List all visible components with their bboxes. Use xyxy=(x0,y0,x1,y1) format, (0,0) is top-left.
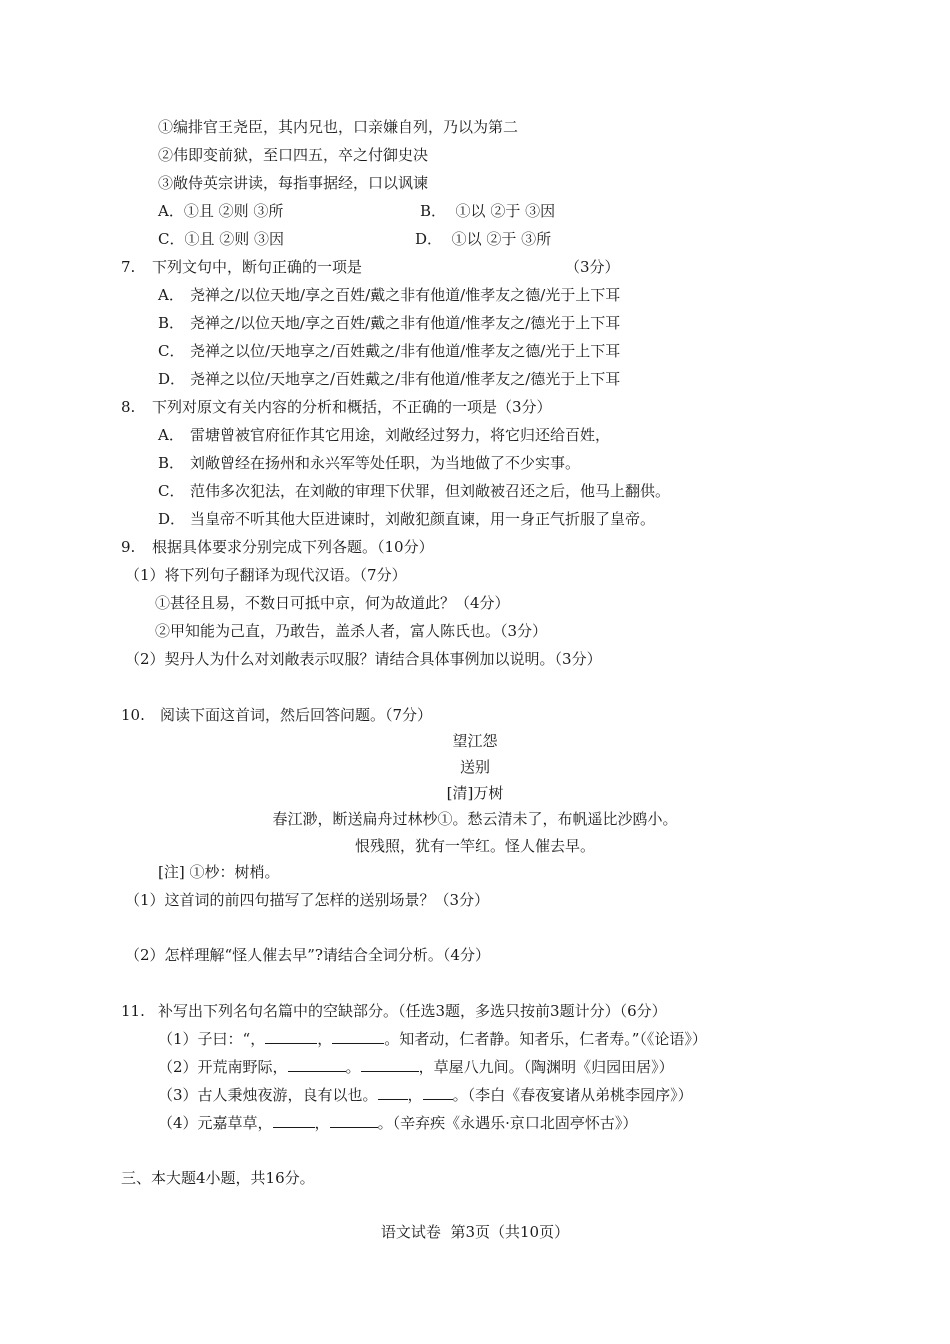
q11-item-2 xyxy=(158,1057,674,1077)
q9-stem: 根据具体要求分别完成下列各题。（10分） xyxy=(152,538,434,556)
q7-option-c-label: C． xyxy=(158,342,185,360)
q8-option-a: 雷塘曾被官府征作其它用途，刘敞经过努力，将它归还给百姓， xyxy=(190,426,611,444)
q8-option-d-label: D． xyxy=(158,510,186,528)
q11-item-3-suffix: 。（李白《春夜宴诸从弟桃李园序》） xyxy=(452,1086,693,1104)
q8-option-c: 范伟多次犯法，在刘敞的审理下伏罪，但刘敞被召还之后，他马上翻供。 xyxy=(190,482,671,500)
q11-item-2-prefix: （2）开荒南野际， xyxy=(158,1058,288,1076)
q7-stem: 下列文句中，断句正确的一项是 xyxy=(152,258,363,276)
q11-item-1-prefix: （1）子曰：“， xyxy=(158,1030,266,1048)
answer-blank[interactable] xyxy=(378,1085,408,1100)
q6-sentence-3: ③敞侍英宗讲读，每指事据经，口以讽谏 xyxy=(158,174,429,192)
q8-number: 8. xyxy=(121,398,136,416)
q9-part-2: （2）契丹人为什么对刘敞表示叹服？请结合具体事例加以说明。（3分） xyxy=(125,650,602,668)
q9-part-1-a: ①甚径且易，不数日可抵中京，何为故道此？（4分） xyxy=(155,594,510,612)
poem-author: [清]万树 xyxy=(446,784,504,802)
q9-number: 9. xyxy=(121,538,136,556)
q6-sentence-2: ②伟即变前狱，至口四五，卒之付御史决 xyxy=(158,146,429,164)
q11-item-4 xyxy=(158,1113,637,1133)
section-3-heading: 三、本大题4小题，共16分。 xyxy=(121,1169,315,1187)
q11-item-3-prefix: （3）古人秉烛夜游，良有以也。 xyxy=(158,1086,378,1104)
q10-stem: 阅读下面这首词，然后回答问题。（7分） xyxy=(160,706,433,724)
q11-item-4-suffix: 。（辛弃疾《永遇乐·京口北固亭怀古》） xyxy=(377,1114,638,1132)
answer-blank[interactable] xyxy=(265,1029,317,1044)
poem-line-1: 春江渺，断送扁舟过林杪①。愁云清未了，布帆遥比沙鸥小。 xyxy=(272,810,678,828)
q6-option-d: D． ①以 ②于 ③所 xyxy=(415,230,552,248)
q8-option-b-label: B． xyxy=(158,454,185,472)
q6-option-c: C．①且 ②则 ③因 xyxy=(158,230,285,248)
q11-item-1 xyxy=(158,1029,707,1049)
answer-blank[interactable] xyxy=(273,1113,315,1128)
poem-subtitle: 送别 xyxy=(459,758,490,776)
q11-item-1-sep: ， xyxy=(317,1030,333,1048)
q7-number: 7. xyxy=(121,258,136,276)
q10-part-1: （1）这首词的前四句描写了怎样的送别场景？（3分） xyxy=(125,891,490,909)
q8-option-c-label: C． xyxy=(158,482,185,500)
q7-option-a-label: A． xyxy=(158,286,184,304)
q10-number: 10. xyxy=(121,706,145,724)
q8-stem: 下列对原文有关内容的分析和概括，不正确的一项是（3分） xyxy=(152,398,552,416)
q8-option-a-label: A． xyxy=(158,426,184,444)
poem-title: 望江怨 xyxy=(452,732,498,750)
page-footer: 语文试卷 第3页（共10页） xyxy=(380,1223,570,1241)
q7-score: （3分） xyxy=(565,258,620,276)
q11-stem: 补写出下列名句名篇中的空缺部分。（任选3题，多选只按前3题计分）（6分） xyxy=(158,1002,667,1020)
q10-part-2: （2）怎样理解“怪人催去早”?请结合全词分析。（4分） xyxy=(125,946,490,964)
q11-item-4-prefix: （4）元嘉草草， xyxy=(158,1114,273,1132)
q7-option-c: 尧禅之以位/天地享之/百姓戴之/非有他道/惟孝友之德/光于上下耳 xyxy=(190,342,621,360)
q11-item-2-sep: 。 xyxy=(345,1058,361,1076)
q11-number: 11. xyxy=(121,1002,145,1020)
q11-item-2-suffix: ，草屋八九间。（陶渊明《归园田居》） xyxy=(418,1058,674,1076)
q9-part-1-b: ②甲知能为己直，乃敢告，盖杀人者，富人陈氏也。（3分） xyxy=(155,622,548,640)
q11-item-4-sep: ， xyxy=(314,1114,330,1132)
q11-item-3-sep: ， xyxy=(407,1086,423,1104)
q7-option-d: 尧禅之以位/天地享之/百姓戴之/非有他道/惟孝友之/德光于上下耳 xyxy=(190,370,621,388)
q7-option-b-label: B． xyxy=(158,314,185,332)
q11-item-1-suffix: 。知者动，仁者静。知者乐，仁者寿。”（《论语》） xyxy=(384,1030,707,1048)
q11-item-3 xyxy=(158,1085,693,1105)
q7-option-b: 尧禅之/以位天地/享之百姓/戴之非有他道/惟孝友之/德光于上下耳 xyxy=(190,314,621,332)
q8-option-b: 刘敞曾经在扬州和永兴军等处任职，为当地做了不少实事。 xyxy=(190,454,581,472)
answer-blank[interactable] xyxy=(288,1057,346,1072)
poem-note: [注] ①杪：树梢。 xyxy=(158,863,280,881)
answer-blank[interactable] xyxy=(332,1029,384,1044)
q8-option-d: 当皇帝不听其他大臣进谏时，刘敞犯颜直谏，用一身正气折服了皇帝。 xyxy=(190,510,656,528)
q9-part-1: （1）将下列句子翻译为现代汉语。（7分） xyxy=(125,566,407,584)
answer-blank[interactable] xyxy=(423,1085,453,1100)
answer-blank[interactable] xyxy=(330,1113,378,1128)
q6-option-b: B． ①以 ②于 ③因 xyxy=(420,202,556,220)
q6-sentence-1: ①编排官王尧臣，其内兄也，口亲嫌自列，乃以为第二 xyxy=(158,118,519,136)
q7-option-a: 尧禅之/以位天地/享之百姓/戴之非有他道/惟孝友之德/光于上下耳 xyxy=(190,286,621,304)
answer-blank[interactable] xyxy=(361,1057,419,1072)
poem-line-2: 恨残照，犹有一竿红。怪人催去早。 xyxy=(354,837,595,855)
q7-option-d-label: D． xyxy=(158,370,186,388)
q6-option-a: A．①且 ②则 ③所 xyxy=(158,202,284,220)
